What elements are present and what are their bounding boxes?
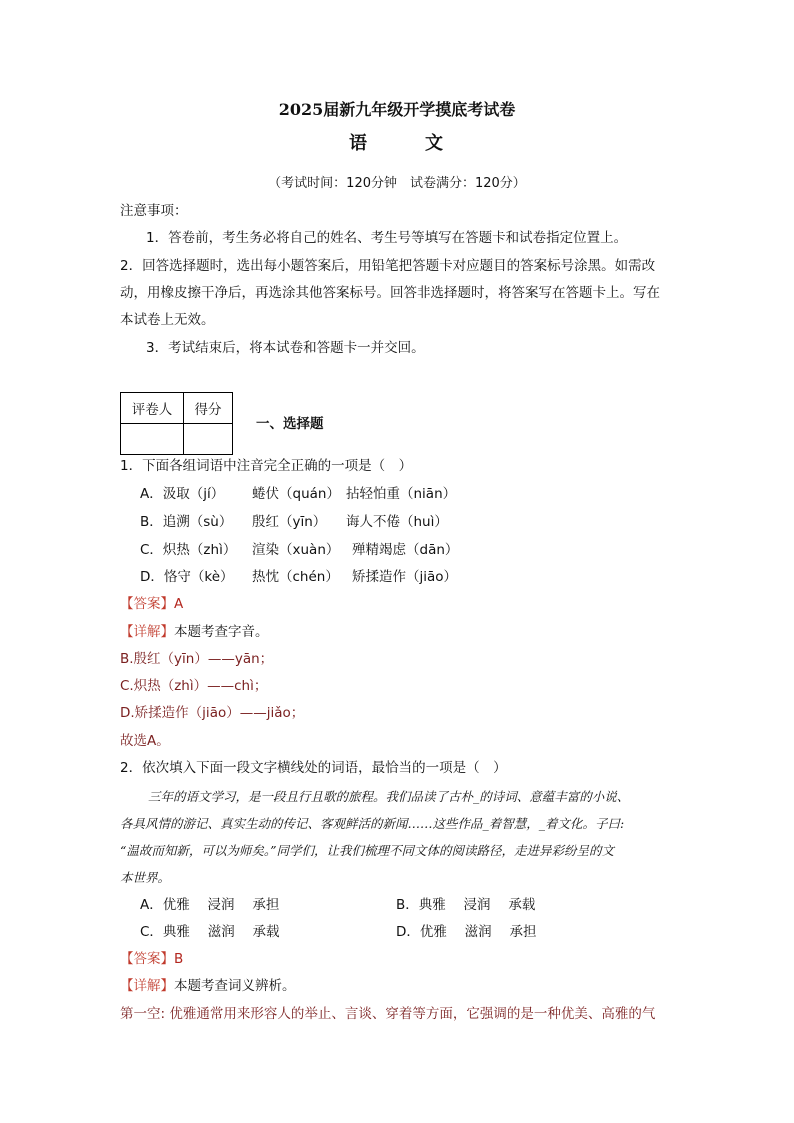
q1-option-b-2: 殷红（yīn） xyxy=(252,514,327,530)
exam-info: （考试时间：120分钟 试卷满分：120分） xyxy=(268,176,526,191)
q2-stem: 2．依次填入下面一段文字横线处的词语，最恰当的一项是（ ） xyxy=(120,760,507,776)
exam-title: 2025届新九年级开学摸底考试卷 xyxy=(278,100,516,119)
q2-option-b: B．典雅 浸润 承载 xyxy=(396,897,536,913)
q1-answer-label: 【答案】 xyxy=(120,596,174,612)
q2-passage-line-1: 三年的语文学习，是一段且行且歌的旅程。我们品读了古朴_的诗词、意蕴丰富的小说、 xyxy=(148,789,630,804)
q2-detail-text: 本题考查词义辨析。 xyxy=(174,978,296,994)
q1-explain-b: B.殷红（yīn）——yān； xyxy=(120,651,274,667)
q2-detail-label: 【详解】 xyxy=(120,978,174,994)
subject-title xyxy=(0,134,794,154)
notice-heading: 注意事项： xyxy=(120,203,188,219)
section-heading: 一、选择题 xyxy=(256,416,324,432)
q1-option-c-3: 殚精竭虑（dān） xyxy=(352,542,459,558)
subject-char-2: 文 xyxy=(425,133,445,154)
q2-option-d: D．优雅 滋润 承担 xyxy=(396,924,537,940)
q1-stem: 1．下面各组词语中注音完全正确的一项是（ ） xyxy=(120,458,413,474)
q1-conclusion: 故选A。 xyxy=(120,733,170,749)
q2-answer-label: 【答案】 xyxy=(120,951,174,967)
q2-passage-line-4: 本世界。 xyxy=(120,870,171,885)
q1-detail xyxy=(120,622,269,642)
q1-option-a-2: 蜷伏（quán） xyxy=(252,486,340,502)
q2-option-a: A．优雅 浸润 承担 xyxy=(140,897,280,913)
q1-option-b-1: B．追溯（sù） xyxy=(140,514,233,530)
q1-option-c-1: C．炽热（zhì） xyxy=(140,542,237,558)
q1-explain-d: D.矫揉造作（jiāo）——jiǎo； xyxy=(120,705,305,721)
q1-explain-c: C.炽热（zhì）——chì； xyxy=(120,678,268,694)
notice-item-2-line-1: 2．回答选择题时，选出每小题答案后，用铅笔把答题卡对应题目的答案标号涂黑。如需改 xyxy=(120,258,656,274)
q2-detail xyxy=(120,976,296,996)
q1-option-c-2: 渲染（xuàn） xyxy=(252,542,340,558)
q1-option-a-1: A．汲取（jí） xyxy=(140,486,225,502)
q1-option-d-3: 矫揉造作（jiāo） xyxy=(352,569,458,585)
q2-option-c: C．典雅 滋润 承载 xyxy=(140,924,280,940)
q2-answer xyxy=(120,949,183,969)
q1-option-d-2: 热忱（chén） xyxy=(252,569,339,585)
notice-item-3: 3．考试结束后，将本试卷和答题卡一并交回。 xyxy=(146,340,425,356)
q2-passage-line-3: “温故而知新，可以为师矣。”同学们，让我们梳理不同文体的阅读路径，走进异彩纷呈的文 xyxy=(120,843,615,858)
subject-char-1: 语 xyxy=(349,133,369,154)
score-header: 得分 xyxy=(184,393,233,424)
notice-item-2-line-2: 动，用橡皮擦干净后，再选涂其他答案标号。回答非选择题时，将答案写在答题卡上。写在 xyxy=(120,285,660,301)
q2-explain-1: 第一空: 优雅通常用来形容人的举止、言谈、穿着等方面，它强调的是一种优美、高雅的气 xyxy=(120,1006,656,1022)
q1-option-a-3: 拈轻怕重（niān） xyxy=(346,486,457,502)
notice-item-1: 1．答卷前，考生务必将自己的姓名、考生号等填写在答题卡和试卷指定位置上。 xyxy=(146,230,628,246)
score-table xyxy=(120,392,233,455)
grader-cell xyxy=(121,424,184,455)
grader-header: 评卷人 xyxy=(121,393,184,424)
q1-detail-text: 本题考查字音。 xyxy=(174,624,269,640)
q1-option-d-1: D．恪守（kè） xyxy=(140,569,234,585)
q1-option-b-3: 诲人不倦（huì） xyxy=(346,514,448,530)
score-cell xyxy=(184,424,233,455)
q1-answer-value: A xyxy=(174,596,184,612)
q2-passage-line-2: 各具风情的游记、真实生动的传记、客观鲜活的新闻……这些作品_着智慧，_着文化。子曰: xyxy=(120,816,625,831)
q2-answer-value: B xyxy=(174,951,184,967)
notice-item-2-line-3: 本试卷上无效。 xyxy=(120,312,215,328)
q1-detail-label: 【详解】 xyxy=(120,624,174,640)
q1-answer xyxy=(120,594,183,614)
